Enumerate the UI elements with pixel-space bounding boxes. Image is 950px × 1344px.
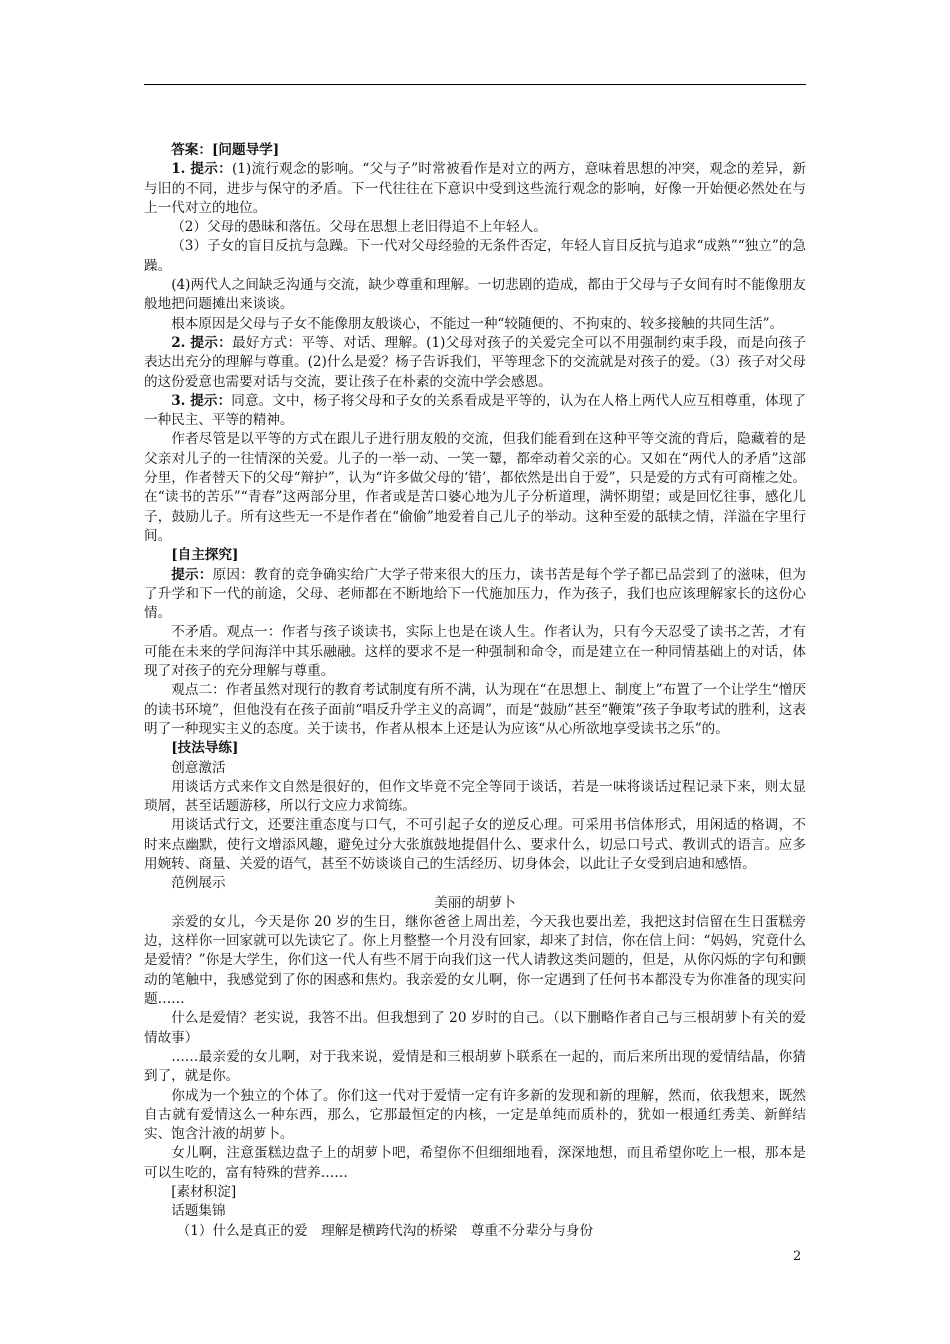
jifa-subtitle-1: 创意激活 bbox=[171, 759, 226, 776]
q1-para-1 bbox=[144, 160, 806, 218]
q3-text: 同意。文中，杨子将父母和子女的关系看成是平等的，认为在人格上两代人应互相尊重，体现了一种民主、平等的精神。 bbox=[144, 392, 806, 429]
zizhu-para-1 bbox=[144, 566, 806, 624]
answer-heading bbox=[144, 141, 806, 160]
q2-para bbox=[144, 334, 806, 392]
q1-para-5: 根本原因是父母与子女不能像朋友般谈心，不能过一种“较随便的、不拘束的、较多接触的共同生活”。 bbox=[171, 315, 784, 332]
zizhu-para-3: 观点二：作者虽然对现行的教育考试制度有所不满，认为现在“在思想上、制度上”布置了一个让学生“憎厌的读书环境”，但他没有在孩子面前“唱反升学主义的高调”，而是“鼓励”甚至“鞭策”孩子争取考试的胜利，这表明了一种现实主义的态度。关于读书，作者从根本上还是认为应该“从心所欲地享受读书之乐”的。 bbox=[144, 682, 806, 737]
essay-para-5: 女儿啊，注意蛋糕边盘子上的胡萝卜吧，希望你不但细细地看，深深地想，而且希望你吃上一根，那本是可以生吃的，富有特殊的营养…… bbox=[144, 1145, 806, 1181]
q2-label: 2. 提示： bbox=[171, 334, 232, 351]
q1-para-2: （2）父母的愚昧和落伍。父母在思想上老旧得追不上年轻人。 bbox=[171, 219, 547, 236]
header-rule bbox=[144, 84, 806, 85]
answer-title: 答案： bbox=[171, 142, 212, 158]
document-body bbox=[144, 141, 806, 1241]
q3-para-2: 作者尽管是以平等的方式在跟儿子进行朋友般的交流，但我们能看到在这种平等交流的背后，隐藏着的是父亲对儿子的一往情深的关爱。儿子的一举一动、一笑一颦，都牵动着父亲的心。又如在“两代人的矛盾”这部分里，作者替天下的父母“辩护”，认为“许多做父母的‘错’，都依然是出自于爱”，只是爱的方式有可商榷之处。在“读书的苦乐”“青春”这两部分里，作者或是苦口婆心地为儿子分析道理，满怀期望；或是回忆往事，感化儿子，鼓励儿子。所有这些无一不是作者在“偷偷”地爱着自己儿子的举动。这种至爱的舐犊之情，洋溢在字里行间。 bbox=[144, 431, 806, 544]
page-number: 2 bbox=[793, 1249, 802, 1264]
section-zizhu: [自主探究] bbox=[171, 547, 239, 564]
q2-text: 最好方式：平等、对话、理解。(1)父母对孩子的关爱完全可以不用强制约束手段，而是向孩子表达出充分的理解与尊重。(2)什么是爱？杨子告诉我们，平等理念下的交流就是对孩子的爱。（3）孩子对父母的这份爱意也需要对话与交流，要让孩子在朴素的交流中学会感恩。 bbox=[144, 334, 806, 390]
jifa-para-2: 用谈话式行文，还要注重态度与口气，不可引起子女的逆反心理。可采用书信体形式，用闲适的格调，不时来点幽默，使行文增添风趣，避免过分大张旗鼓地提倡什么、要求什么，切忌口号式、教训式的语言。应多用婉转、商量、关爱的语气，甚至不妨谈谈自己的生活经历、切身体会，以此让子女受到启迪和感悟。 bbox=[144, 817, 806, 872]
sucai-para-1: （1）什么是真正的爱 理解是横跨代沟的桥梁 尊重不分辈分与身份 bbox=[176, 1222, 594, 1239]
q1-para-4: (4)两代人之间缺乏沟通与交流，缺少尊重和理解。一切悲剧的造成，都由于父母与子女间有时不能像朋友般地把问题摊出来谈谈。 bbox=[144, 277, 806, 313]
zizhu-para-2: 不矛盾。观点一：作者与孩子谈读书，实际上也是在谈人生。作者认为，只有今天忍受了读书之苦，才有可能在未来的学问海洋中其乐融融。这样的要求不是一种强制和命令，而是建立在一种同情基础上的对话，体现了对孩子的充分理解与尊重。 bbox=[144, 624, 806, 680]
zizhu-text-1: 原因：教育的竞争确实给广大学子带来很大的压力，读书苦是每个学子都已品尝到了的滋味，但为了升学和下一代的前途，父母、老师都在不断地给下一代施加压力，作为孩子，我们也应该理解家长的这份心情。 bbox=[144, 566, 807, 622]
essay-para-4: 你成为一个独立的个体了。你们这一代对于爱情一定有许多新的发现和新的理解，然而，依我想来，既然自古就有爱情这么一种东西，那么，它那最恒定的内核，一定是单纯而质朴的，犹如一根通红秀美、新鲜结实、饱含汁液的胡萝卜。 bbox=[144, 1087, 806, 1143]
q1-label: 1. 提示： bbox=[171, 161, 232, 178]
q3-para-1 bbox=[144, 392, 806, 431]
section-jifa: [技法导练] bbox=[171, 740, 239, 757]
essay-title: 美丽的胡萝卜 bbox=[434, 894, 516, 911]
sucai-subtitle: 话题集锦 bbox=[171, 1203, 226, 1220]
jifa-subtitle-2: 范例展示 bbox=[171, 875, 226, 892]
q3-label: 3. 提示： bbox=[171, 392, 232, 409]
essay-para-1: 亲爱的女儿，今天是你 20 岁的生日，继你爸爸上周出差，今天我也要出差，我把这封信留在生日蛋糕旁边，这样你一回家就可以先读它了。你上月整整一个月没有回家，却来了封信，你在信上问：“妈妈，究竟什么是爱情？”你是大学生，你们这一代人有些不屑于向我们这一代人请教这类问题的，但是，从你闪烁的字句和颤动的笔触中，我感觉到了你的困惑和焦灼。我亲爱的女儿啊，你一定遇到了任何书本都没专为你准备的现实问题…… bbox=[144, 913, 806, 1008]
section-wenti: [问题导学] bbox=[211, 142, 280, 158]
essay-para-2: 什么是爱情？老实说，我答不出。但我想到了 20 岁时的自己。（以下删略作者自己与三根胡萝卜有关的爱情故事） bbox=[144, 1010, 806, 1046]
section-sucai: [素材积淀] bbox=[171, 1184, 237, 1201]
jifa-para-1: 用谈话方式来作文自然是很好的，但作文毕竟不完全等同于谈话，若是一味将谈话过程记录下来，则太显琐屑，甚至话题游移，所以行文应力求简练。 bbox=[144, 778, 806, 815]
zizhu-label: 提示： bbox=[171, 566, 213, 583]
essay-para-3: ……最亲爱的女儿啊，对于我来说，爱情是和三根胡萝卜联系在一起的，而后来所出现的爱情结晶，你猜到了，就是你。 bbox=[144, 1048, 806, 1085]
q1-text-1: (1)流行观念的影响。“父与子”时常被看作是对立的两方，意味着思想的冲突，观念的差异，新与旧的不同，进步与保守的矛盾。下一代往往在下意识中受到这些流行观念的影响，好像一开始便必然处在与上一代对立的地位。 bbox=[144, 161, 806, 216]
q1-para-3: （3）子女的盲目反抗与急躁。下一代对父母经验的无条件否定，年轻人盲目反抗与追求“成熟”“独立”的急躁。 bbox=[144, 238, 806, 274]
